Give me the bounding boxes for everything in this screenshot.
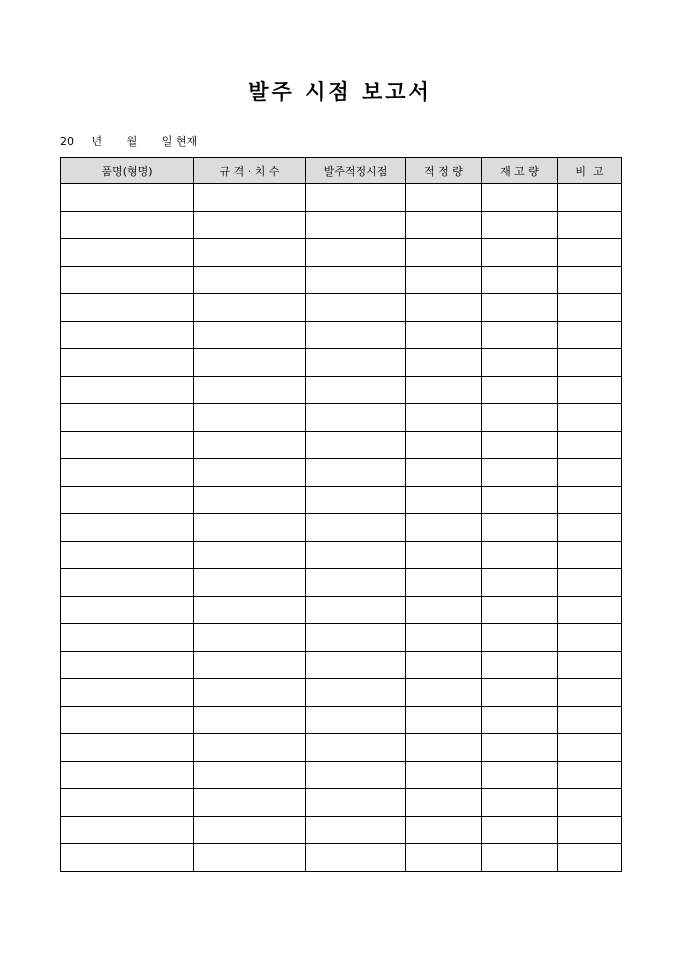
table-row: [61, 569, 622, 597]
table-cell[interactable]: [482, 486, 558, 514]
table-cell[interactable]: [482, 624, 558, 652]
table-cell[interactable]: [406, 596, 482, 624]
table-cell[interactable]: [306, 596, 406, 624]
table-cell[interactable]: [558, 349, 622, 377]
table-row: [61, 844, 622, 872]
table-cell[interactable]: [406, 486, 482, 514]
table-cell[interactable]: [482, 789, 558, 817]
table-cell[interactable]: [558, 624, 622, 652]
year-prefix: 20: [60, 135, 74, 148]
year-unit: 년: [91, 135, 103, 148]
table-row: [61, 651, 622, 679]
table-cell[interactable]: [406, 761, 482, 789]
table-cell[interactable]: [306, 706, 406, 734]
table-cell[interactable]: [194, 184, 306, 212]
table-row: [61, 431, 622, 459]
table-cell[interactable]: [406, 541, 482, 569]
table-row: [61, 679, 622, 707]
table-cell[interactable]: [61, 459, 194, 487]
header-remarks: 비 고: [558, 158, 622, 184]
table-cell[interactable]: [482, 679, 558, 707]
table-cell[interactable]: [306, 266, 406, 294]
table-cell[interactable]: [61, 541, 194, 569]
table-cell[interactable]: [482, 734, 558, 762]
table-cell[interactable]: [61, 184, 194, 212]
table-cell[interactable]: [558, 184, 622, 212]
table-cell[interactable]: [406, 459, 482, 487]
table-row: [61, 211, 622, 239]
table-cell[interactable]: [558, 266, 622, 294]
table-cell[interactable]: [482, 459, 558, 487]
table-cell[interactable]: [482, 294, 558, 322]
table-cell[interactable]: [482, 404, 558, 432]
table-cell[interactable]: [482, 596, 558, 624]
date-line: [60, 133, 197, 149]
table-cell[interactable]: [306, 816, 406, 844]
table-cell[interactable]: [558, 679, 622, 707]
table-cell[interactable]: [558, 514, 622, 542]
table-row: [61, 404, 622, 432]
table-row: [61, 349, 622, 377]
table-cell[interactable]: [61, 404, 194, 432]
table-cell[interactable]: [482, 816, 558, 844]
table-cell[interactable]: [482, 569, 558, 597]
table-cell[interactable]: [558, 789, 622, 817]
table-cell[interactable]: [406, 239, 482, 267]
table-body: [61, 184, 622, 872]
table-cell[interactable]: [194, 761, 306, 789]
table-cell[interactable]: [406, 706, 482, 734]
table-cell[interactable]: [558, 431, 622, 459]
table-row: [61, 624, 622, 652]
table-cell[interactable]: [194, 349, 306, 377]
table-cell[interactable]: [194, 431, 306, 459]
table-cell[interactable]: [194, 266, 306, 294]
table-cell[interactable]: [406, 844, 482, 872]
table-cell[interactable]: [406, 569, 482, 597]
document-title: 발주 시점 보고서: [248, 79, 432, 104]
table-cell[interactable]: [558, 459, 622, 487]
table-cell[interactable]: [194, 321, 306, 349]
table-cell[interactable]: [306, 376, 406, 404]
table-cell[interactable]: [482, 211, 558, 239]
table-cell[interactable]: [406, 349, 482, 377]
table-cell[interactable]: [482, 844, 558, 872]
table-cell[interactable]: [558, 651, 622, 679]
table-cell[interactable]: [306, 679, 406, 707]
table-cell[interactable]: [194, 239, 306, 267]
table-cell[interactable]: [406, 679, 482, 707]
table-cell[interactable]: [61, 596, 194, 624]
table-cell[interactable]: [194, 376, 306, 404]
table-cell[interactable]: [61, 514, 194, 542]
table-cell[interactable]: [194, 569, 306, 597]
table-cell[interactable]: [306, 651, 406, 679]
table-cell[interactable]: [558, 706, 622, 734]
table-cell[interactable]: [61, 266, 194, 294]
table-cell[interactable]: [306, 459, 406, 487]
table-cell[interactable]: [61, 734, 194, 762]
order-point-table: [60, 157, 622, 872]
table-cell[interactable]: [61, 486, 194, 514]
table-cell[interactable]: [306, 239, 406, 267]
table-cell[interactable]: [306, 569, 406, 597]
day-unit: 일: [161, 135, 173, 148]
table-cell[interactable]: [194, 596, 306, 624]
table-cell[interactable]: [482, 349, 558, 377]
table-cell[interactable]: [558, 239, 622, 267]
table-cell[interactable]: [482, 706, 558, 734]
header-spec-size: 규 격 · 치 수: [194, 158, 306, 184]
table-cell[interactable]: [194, 404, 306, 432]
table-cell[interactable]: [306, 624, 406, 652]
table-cell[interactable]: [558, 734, 622, 762]
table-cell[interactable]: [406, 651, 482, 679]
table-cell[interactable]: [406, 321, 482, 349]
table-cell[interactable]: [482, 266, 558, 294]
table-cell[interactable]: [306, 294, 406, 322]
table-cell[interactable]: [406, 514, 482, 542]
table-cell[interactable]: [61, 431, 194, 459]
table-row: [61, 294, 622, 322]
table-cell[interactable]: [194, 459, 306, 487]
table-cell[interactable]: [558, 211, 622, 239]
table-cell[interactable]: [61, 349, 194, 377]
table-row: [61, 761, 622, 789]
table-cell[interactable]: [61, 679, 194, 707]
table-cell[interactable]: [306, 349, 406, 377]
table-cell[interactable]: [194, 651, 306, 679]
table-cell[interactable]: [306, 541, 406, 569]
table-cell[interactable]: [406, 266, 482, 294]
table-row: [61, 514, 622, 542]
table-cell[interactable]: [306, 404, 406, 432]
table-cell[interactable]: [482, 761, 558, 789]
table-row: [61, 239, 622, 267]
header-order-point: 발주적정시점: [306, 158, 406, 184]
table-cell[interactable]: [406, 734, 482, 762]
table-cell[interactable]: [61, 761, 194, 789]
table-cell[interactable]: [194, 844, 306, 872]
table-cell[interactable]: [61, 321, 194, 349]
table-cell[interactable]: [306, 514, 406, 542]
table-cell[interactable]: [61, 706, 194, 734]
table-cell[interactable]: [306, 184, 406, 212]
table-cell[interactable]: [482, 651, 558, 679]
table-cell[interactable]: [194, 789, 306, 817]
table-row: [61, 486, 622, 514]
table-cell[interactable]: [558, 321, 622, 349]
table-row: [61, 541, 622, 569]
table-cell[interactable]: [406, 789, 482, 817]
table-row: [61, 459, 622, 487]
table-row: [61, 816, 622, 844]
table-row: [61, 321, 622, 349]
table-cell[interactable]: [482, 541, 558, 569]
table-row: [61, 266, 622, 294]
table-cell[interactable]: [306, 431, 406, 459]
table-cell[interactable]: [558, 376, 622, 404]
table-cell[interactable]: [406, 294, 482, 322]
table-cell[interactable]: [406, 624, 482, 652]
table-row: [61, 789, 622, 817]
table-cell[interactable]: [558, 844, 622, 872]
table-cell[interactable]: [406, 211, 482, 239]
table-cell[interactable]: [558, 404, 622, 432]
table-cell[interactable]: [482, 239, 558, 267]
table-cell[interactable]: [61, 844, 194, 872]
table-cell[interactable]: [558, 294, 622, 322]
table-cell[interactable]: [61, 816, 194, 844]
table-cell[interactable]: [482, 376, 558, 404]
table-cell[interactable]: [194, 294, 306, 322]
table-cell[interactable]: [406, 816, 482, 844]
table-header-row: [61, 158, 622, 184]
table-cell[interactable]: [406, 431, 482, 459]
table-cell[interactable]: [558, 596, 622, 624]
table-cell[interactable]: [194, 541, 306, 569]
table-cell[interactable]: [306, 486, 406, 514]
header-item-name: 품명(형명): [61, 158, 194, 184]
table-cell[interactable]: [194, 211, 306, 239]
table-row: [61, 376, 622, 404]
table-row: [61, 184, 622, 212]
table-cell[interactable]: [406, 376, 482, 404]
table-cell[interactable]: [558, 816, 622, 844]
table-cell[interactable]: [61, 789, 194, 817]
table-cell[interactable]: [482, 321, 558, 349]
table-cell[interactable]: [61, 211, 194, 239]
table-cell[interactable]: [306, 789, 406, 817]
table-cell[interactable]: [482, 431, 558, 459]
table-cell[interactable]: [558, 541, 622, 569]
month-unit: 월: [126, 135, 138, 148]
table-cell[interactable]: [482, 184, 558, 212]
table-cell[interactable]: [194, 679, 306, 707]
table-cell[interactable]: [306, 761, 406, 789]
header-stock-quantity: 재 고 량: [482, 158, 558, 184]
table-cell[interactable]: [194, 734, 306, 762]
table-cell[interactable]: [194, 514, 306, 542]
table-cell[interactable]: [194, 706, 306, 734]
table-cell[interactable]: [406, 404, 482, 432]
table-cell[interactable]: [558, 486, 622, 514]
table-cell[interactable]: [61, 294, 194, 322]
table-cell[interactable]: [558, 761, 622, 789]
table-cell[interactable]: [194, 486, 306, 514]
table-cell[interactable]: [61, 569, 194, 597]
table-cell[interactable]: [61, 239, 194, 267]
table-cell[interactable]: [61, 651, 194, 679]
table-cell[interactable]: [306, 321, 406, 349]
table-cell[interactable]: [61, 376, 194, 404]
table-cell[interactable]: [482, 514, 558, 542]
table-cell[interactable]: [306, 734, 406, 762]
table-cell[interactable]: [406, 184, 482, 212]
table-row: [61, 706, 622, 734]
table-cell[interactable]: [194, 816, 306, 844]
table-cell[interactable]: [558, 569, 622, 597]
header-proper-quantity: 적 정 량: [406, 158, 482, 184]
table-cell[interactable]: [306, 844, 406, 872]
table-cell[interactable]: [194, 624, 306, 652]
table-cell[interactable]: [61, 624, 194, 652]
table-row: [61, 596, 622, 624]
as-of-suffix: 현재: [175, 135, 198, 148]
table-row: [61, 734, 622, 762]
table-cell[interactable]: [306, 211, 406, 239]
